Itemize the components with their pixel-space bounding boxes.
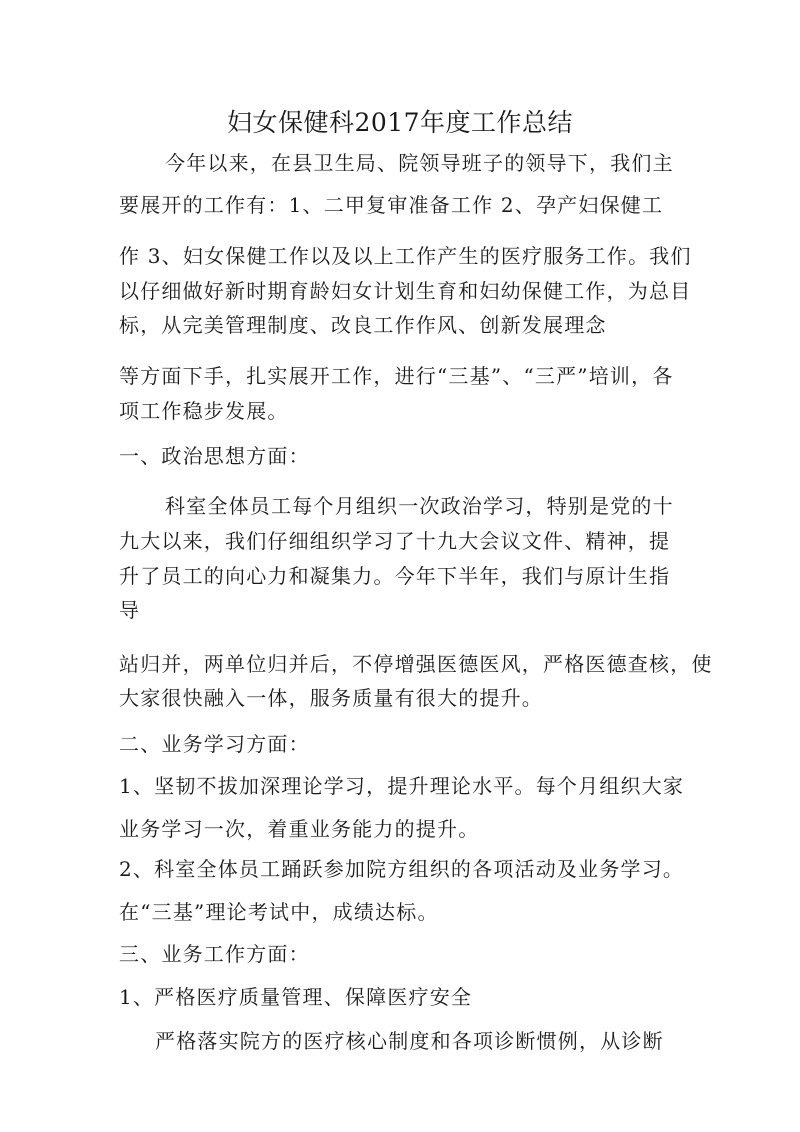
paragraph-line: 1、坚韧不拔加深理论学习，提升理论水平。每个月组织大家 bbox=[119, 774, 685, 798]
section-heading: 二、业务学习方面： bbox=[119, 732, 310, 756]
paragraph-line: 等方面下手，扎实展开工作，进行“三基”、“三严”培训，各 bbox=[119, 364, 674, 388]
document-title: 妇女保健科2017年度工作总结 bbox=[226, 108, 574, 137]
section-heading: 一、政治思想方面： bbox=[119, 444, 310, 468]
paragraph-line: 导 bbox=[119, 598, 141, 622]
section-heading: 三、业务工作方面： bbox=[119, 942, 310, 966]
paragraph-line: 科室全体员工每个月组织一次政治学习，特别是党的十 bbox=[165, 494, 674, 518]
paragraph-line: 业务学习一次，着重业务能力的提升。 bbox=[119, 817, 480, 841]
paragraph-line: 站归并，两单位归并后，不停增强医德医风，严格医德查核，使 bbox=[119, 652, 713, 676]
paragraph-line: 今年以来，在县卫生局、院领导班子的领导下，我们主 bbox=[165, 151, 674, 175]
paragraph-line: 在“三基”理论考试中，成绩达标。 bbox=[119, 900, 439, 924]
paragraph-line: 项工作稳步发展。 bbox=[119, 399, 289, 423]
paragraph-line: 2、科室全体员工踊跃参加院方组织的各项活动及业务学习。 bbox=[119, 857, 685, 881]
paragraph-line: 标，从完美管理制度、改良工作作风、创新发展理念 bbox=[119, 313, 607, 337]
paragraph-line: 严格落实院方的医疗核心制度和各项诊断惯例，从诊断 bbox=[155, 1029, 664, 1053]
paragraph-line: 九大以来，我们仔细组织学习了十九大会议文件、精神，提 bbox=[119, 529, 671, 553]
paragraph-line: 作 3、妇女保健工作以及以上工作产生的医疗服务工作。我们 bbox=[119, 244, 692, 268]
paragraph-line: 大家很快融入一体，服务质量有很大的提升。 bbox=[119, 686, 543, 710]
paragraph-line: 升了员工的向心力和凝集力。今年下半年，我们与原计生指 bbox=[119, 564, 671, 588]
paragraph-line: 1、严格医疗质量管理、保障医疗安全 bbox=[119, 985, 473, 1009]
paragraph-line: 以仔细做好新时期育龄妇女计划生育和妇幼保健工作，为总目 bbox=[119, 279, 692, 303]
paragraph-line: 要展开的工作有：1、二甲复审准备工作 2、孕产妇保健工 bbox=[119, 193, 664, 217]
